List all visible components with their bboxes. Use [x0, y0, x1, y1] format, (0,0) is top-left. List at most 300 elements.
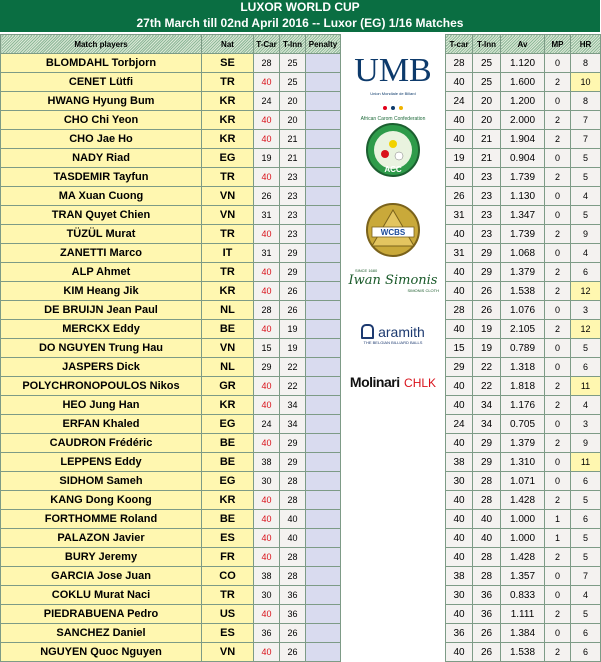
result-average: 1.000 [501, 510, 545, 529]
result-tinn: 26 [473, 643, 501, 662]
player-tinn: 36 [280, 605, 306, 624]
molinari-logo [341, 374, 445, 404]
player-name: CAUDRON Frédéric [1, 434, 202, 453]
player-name: CHO Chi Yeon [1, 111, 202, 130]
player-tinn: 40 [280, 510, 306, 529]
player-tcar: 15 [254, 339, 280, 358]
player-name: ALP Ahmet [1, 263, 202, 282]
col-header-nat: Nat [202, 35, 254, 54]
player-tinn: 26 [280, 643, 306, 662]
player-row [1, 339, 341, 358]
result-tinn: 19 [473, 339, 501, 358]
player-tinn: 21 [280, 149, 306, 168]
player-penalty [306, 453, 341, 472]
result-mp: 2 [545, 320, 571, 339]
player-name: MA Xuan Cuong [1, 187, 202, 206]
result-tinn: 21 [473, 149, 501, 168]
wcbs-text: WCBS [380, 228, 406, 237]
result-tcar: 24 [446, 92, 473, 111]
result-hr: 6 [571, 510, 601, 529]
player-tcar: 30 [254, 586, 280, 605]
result-tcar: 28 [446, 301, 473, 320]
result-mp: 1 [545, 510, 571, 529]
result-hr: 6 [571, 263, 601, 282]
result-tcar: 38 [446, 453, 473, 472]
player-nat: BE [202, 434, 254, 453]
result-tcar: 40 [446, 377, 473, 396]
player-nat: TR [202, 263, 254, 282]
player-tinn: 26 [280, 282, 306, 301]
col-header-penalty: Penalty [306, 35, 341, 54]
player-row [1, 491, 341, 510]
result-tcar: 40 [446, 225, 473, 244]
result-average: 2.000 [501, 111, 545, 130]
player-penalty [306, 130, 341, 149]
player-nat: NL [202, 301, 254, 320]
col-header-player: Match players [1, 35, 202, 54]
player-nat: FR [202, 548, 254, 567]
result-tinn: 29 [473, 263, 501, 282]
result-mp: 0 [545, 244, 571, 263]
result-row [446, 472, 601, 491]
result-hr: 3 [571, 415, 601, 434]
result-average: 1.176 [501, 396, 545, 415]
result-tinn: 25 [473, 54, 501, 73]
result-mp: 0 [545, 624, 571, 643]
result-row [446, 339, 601, 358]
result-mp: 0 [545, 567, 571, 586]
page-subtitle: 27th March till 02nd April 2016 -- Luxor (EG) 1/16 Matches [0, 15, 600, 32]
acc-logo [341, 116, 445, 196]
player-name: TÜZÜL Murat [1, 225, 202, 244]
result-hr: 10 [571, 73, 601, 92]
aramith-logo [341, 324, 445, 364]
player-tcar: 30 [254, 472, 280, 491]
player-nat: BE [202, 510, 254, 529]
result-average: 1.818 [501, 377, 545, 396]
result-hr: 9 [571, 434, 601, 453]
player-penalty [306, 377, 341, 396]
player-tinn: 25 [280, 73, 306, 92]
result-average: 1.068 [501, 244, 545, 263]
result-hr: 5 [571, 491, 601, 510]
player-nat: TR [202, 586, 254, 605]
result-mp: 2 [545, 73, 571, 92]
result-mp: 0 [545, 339, 571, 358]
player-name: PALAZON Javier [1, 529, 202, 548]
player-tinn: 22 [280, 358, 306, 377]
player-tcar: 40 [254, 130, 280, 149]
player-tcar: 40 [254, 377, 280, 396]
player-row [1, 130, 341, 149]
result-average: 1.071 [501, 472, 545, 491]
result-average: 1.739 [501, 225, 545, 244]
player-nat: TR [202, 225, 254, 244]
player-nat: ES [202, 624, 254, 643]
player-tcar: 40 [254, 529, 280, 548]
result-average: 0.789 [501, 339, 545, 358]
result-row [446, 149, 601, 168]
result-average: 1.318 [501, 358, 545, 377]
player-nat: GR [202, 377, 254, 396]
result-tinn: 25 [473, 73, 501, 92]
umb-dot-red [383, 106, 387, 110]
player-nat: KR [202, 282, 254, 301]
player-penalty [306, 339, 341, 358]
molinari-chalk-text: CHLK [404, 376, 437, 390]
player-tcar: 40 [254, 548, 280, 567]
result-hr: 5 [571, 168, 601, 187]
aramith-text: aramith [378, 324, 425, 340]
result-mp: 2 [545, 548, 571, 567]
result-hr: 5 [571, 339, 601, 358]
player-tcar: 31 [254, 206, 280, 225]
player-row [1, 92, 341, 111]
player-tcar: 40 [254, 282, 280, 301]
player-penalty [306, 415, 341, 434]
simonis-caption: SIMONIS CLOTH [407, 288, 439, 293]
player-row [1, 358, 341, 377]
result-hr: 9 [571, 225, 601, 244]
player-nat: KR [202, 111, 254, 130]
player-tcar: 40 [254, 111, 280, 130]
col-header-av: Av [501, 35, 545, 54]
result-tcar: 40 [446, 510, 473, 529]
result-tinn: 23 [473, 225, 501, 244]
result-tinn: 26 [473, 301, 501, 320]
result-row [446, 605, 601, 624]
player-penalty [306, 206, 341, 225]
result-hr: 7 [571, 111, 601, 130]
player-nat: EG [202, 415, 254, 434]
umb-logo-mark [354, 48, 432, 89]
result-hr: 11 [571, 453, 601, 472]
result-hr: 5 [571, 548, 601, 567]
result-mp: 2 [545, 263, 571, 282]
result-tcar: 40 [446, 320, 473, 339]
player-tcar: 40 [254, 320, 280, 339]
result-average: 1.111 [501, 605, 545, 624]
player-row [1, 586, 341, 605]
player-row [1, 643, 341, 662]
col-header-hr: HR [571, 35, 601, 54]
result-mp: 1 [545, 529, 571, 548]
result-tcar: 29 [446, 358, 473, 377]
result-tcar: 24 [446, 415, 473, 434]
player-penalty [306, 643, 341, 662]
result-tcar: 19 [446, 149, 473, 168]
simonis-since: SINCE 1680 [355, 268, 378, 273]
player-tcar: 40 [254, 643, 280, 662]
result-row [446, 529, 601, 548]
player-penalty [306, 529, 341, 548]
player-tinn: 28 [280, 472, 306, 491]
player-row [1, 149, 341, 168]
player-tinn: 34 [280, 396, 306, 415]
player-tinn: 28 [280, 548, 306, 567]
result-tinn: 23 [473, 206, 501, 225]
result-mp: 2 [545, 130, 571, 149]
result-tinn: 26 [473, 624, 501, 643]
right-score-table [445, 34, 601, 662]
player-tinn: 26 [280, 301, 306, 320]
player-penalty [306, 624, 341, 643]
player-nat: VN [202, 643, 254, 662]
result-row [446, 453, 601, 472]
result-tcar: 40 [446, 434, 473, 453]
player-row [1, 567, 341, 586]
result-row [446, 206, 601, 225]
player-penalty [306, 510, 341, 529]
player-nat: TR [202, 168, 254, 187]
player-row [1, 605, 341, 624]
result-mp: 2 [545, 111, 571, 130]
player-row [1, 472, 341, 491]
result-average: 1.538 [501, 282, 545, 301]
player-tcar: 36 [254, 624, 280, 643]
result-hr: 6 [571, 358, 601, 377]
player-tinn: 36 [280, 586, 306, 605]
player-penalty [306, 396, 341, 415]
result-hr: 11 [571, 377, 601, 396]
result-mp: 0 [545, 206, 571, 225]
player-row [1, 206, 341, 225]
player-row [1, 54, 341, 73]
acc-caption: African Carom Confederation [360, 116, 426, 122]
player-tinn: 29 [280, 244, 306, 263]
wcbs-logo [341, 202, 445, 262]
result-average: 1.428 [501, 491, 545, 510]
result-row [446, 301, 601, 320]
result-tcar: 31 [446, 206, 473, 225]
player-name: ZANETTI Marco [1, 244, 202, 263]
result-tcar: 40 [446, 282, 473, 301]
left-table-body [1, 54, 341, 662]
result-tcar: 40 [446, 491, 473, 510]
player-tinn: 25 [280, 54, 306, 73]
result-tinn: 40 [473, 529, 501, 548]
player-tinn: 26 [280, 624, 306, 643]
player-row [1, 73, 341, 92]
player-row [1, 377, 341, 396]
player-name: JASPERS Dick [1, 358, 202, 377]
player-nat: KR [202, 491, 254, 510]
player-row [1, 624, 341, 643]
player-tcar: 40 [254, 396, 280, 415]
player-tinn: 40 [280, 529, 306, 548]
result-row [446, 434, 601, 453]
result-row [446, 586, 601, 605]
player-tcar: 40 [254, 434, 280, 453]
aramith-caption: THE BELGIAN BILLIARD BALLS [363, 340, 423, 345]
result-row [446, 263, 601, 282]
player-penalty [306, 320, 341, 339]
col-header-tcar: T-Car [254, 35, 280, 54]
acc-letters: ACC [384, 165, 402, 174]
result-row [446, 510, 601, 529]
umb-caption: Union Mondiale de Billard [370, 91, 416, 96]
player-tinn: 23 [280, 206, 306, 225]
result-tcar: 38 [446, 567, 473, 586]
result-tcar: 30 [446, 472, 473, 491]
result-tinn: 20 [473, 92, 501, 111]
result-row [446, 92, 601, 111]
result-tinn: 28 [473, 472, 501, 491]
player-tcar: 24 [254, 92, 280, 111]
player-tcar: 38 [254, 453, 280, 472]
aramith-wordmark [341, 324, 445, 340]
player-tinn: 23 [280, 187, 306, 206]
result-row [446, 111, 601, 130]
result-mp: 0 [545, 358, 571, 377]
molinari-text: Molinari [349, 374, 400, 390]
player-nat: VN [202, 206, 254, 225]
player-penalty [306, 149, 341, 168]
result-tcar: 30 [446, 586, 473, 605]
player-name: SIDHOM Sameh [1, 472, 202, 491]
player-name: COKLU Murat Naci [1, 586, 202, 605]
player-tcar: 40 [254, 263, 280, 282]
result-row [446, 282, 601, 301]
result-row [446, 54, 601, 73]
player-nat: KR [202, 396, 254, 415]
result-tcar: 36 [446, 624, 473, 643]
umb-dots [341, 97, 445, 115]
result-row [446, 548, 601, 567]
player-penalty [306, 434, 341, 453]
result-average: 2.105 [501, 320, 545, 339]
result-tinn: 36 [473, 605, 501, 624]
player-tinn: 19 [280, 320, 306, 339]
result-hr: 5 [571, 206, 601, 225]
result-tcar: 40 [446, 263, 473, 282]
result-tcar: 40 [446, 73, 473, 92]
player-row [1, 282, 341, 301]
aramith-icon [361, 324, 374, 339]
result-mp: 0 [545, 54, 571, 73]
result-row [446, 225, 601, 244]
result-hr: 5 [571, 149, 601, 168]
result-average: 1.538 [501, 643, 545, 662]
player-nat: TR [202, 73, 254, 92]
player-tcar: 40 [254, 491, 280, 510]
result-tinn: 28 [473, 567, 501, 586]
result-tinn: 23 [473, 187, 501, 206]
result-tcar: 40 [446, 529, 473, 548]
col-header-tcar-right: T-car [446, 35, 473, 54]
player-tinn: 28 [280, 567, 306, 586]
result-mp: 0 [545, 453, 571, 472]
result-hr: 7 [571, 130, 601, 149]
wcbs-logo-mark [364, 202, 422, 258]
player-row [1, 320, 341, 339]
player-row [1, 111, 341, 130]
result-mp: 2 [545, 491, 571, 510]
result-hr: 4 [571, 187, 601, 206]
result-mp: 0 [545, 472, 571, 491]
player-tcar: 40 [254, 73, 280, 92]
player-penalty [306, 567, 341, 586]
result-mp: 0 [545, 149, 571, 168]
player-nat: ES [202, 529, 254, 548]
result-row [446, 491, 601, 510]
result-hr: 4 [571, 396, 601, 415]
player-tinn: 29 [280, 434, 306, 453]
result-hr: 3 [571, 301, 601, 320]
player-row [1, 225, 341, 244]
player-tcar: 31 [254, 244, 280, 263]
player-name: NGUYEN Quoc Nguyen [1, 643, 202, 662]
acc-logo-mark [365, 122, 421, 178]
result-tcar: 15 [446, 339, 473, 358]
player-name: CENET Lütfi [1, 73, 202, 92]
player-tinn: 20 [280, 111, 306, 130]
result-mp: 0 [545, 415, 571, 434]
result-mp: 0 [545, 586, 571, 605]
col-header-mp: MP [545, 35, 571, 54]
player-penalty [306, 358, 341, 377]
result-hr: 5 [571, 605, 601, 624]
player-penalty [306, 548, 341, 567]
result-row [446, 244, 601, 263]
player-nat: IT [202, 244, 254, 263]
player-tcar: 28 [254, 301, 280, 320]
result-tinn: 28 [473, 548, 501, 567]
result-mp: 2 [545, 434, 571, 453]
result-row [446, 73, 601, 92]
player-tinn: 23 [280, 168, 306, 187]
result-mp: 2 [545, 225, 571, 244]
player-nat: VN [202, 339, 254, 358]
result-mp: 0 [545, 301, 571, 320]
player-tinn: 21 [280, 130, 306, 149]
result-tcar: 40 [446, 130, 473, 149]
player-name: ERFAN Khaled [1, 415, 202, 434]
player-tinn: 29 [280, 453, 306, 472]
player-name: LEPPENS Eddy [1, 453, 202, 472]
result-mp: 0 [545, 187, 571, 206]
player-name: CHO Jae Ho [1, 130, 202, 149]
result-tinn: 22 [473, 358, 501, 377]
player-nat: US [202, 605, 254, 624]
result-average: 1.000 [501, 529, 545, 548]
result-hr: 6 [571, 643, 601, 662]
player-tinn: 20 [280, 92, 306, 111]
player-nat: BE [202, 320, 254, 339]
umb-logo [341, 48, 445, 108]
player-row [1, 187, 341, 206]
result-hr: 7 [571, 567, 601, 586]
player-penalty [306, 111, 341, 130]
player-penalty [306, 244, 341, 263]
umb-dot-yellow [399, 106, 403, 110]
player-row [1, 415, 341, 434]
player-penalty [306, 187, 341, 206]
player-penalty [306, 282, 341, 301]
result-tinn: 28 [473, 491, 501, 510]
player-nat: NL [202, 358, 254, 377]
result-row [446, 358, 601, 377]
player-penalty [306, 92, 341, 111]
result-average: 0.705 [501, 415, 545, 434]
player-tcar: 29 [254, 358, 280, 377]
player-tinn: 29 [280, 263, 306, 282]
result-tinn: 23 [473, 168, 501, 187]
result-row [446, 567, 601, 586]
umb-dot-blue [391, 106, 395, 110]
result-tcar: 31 [446, 244, 473, 263]
result-tinn: 22 [473, 377, 501, 396]
